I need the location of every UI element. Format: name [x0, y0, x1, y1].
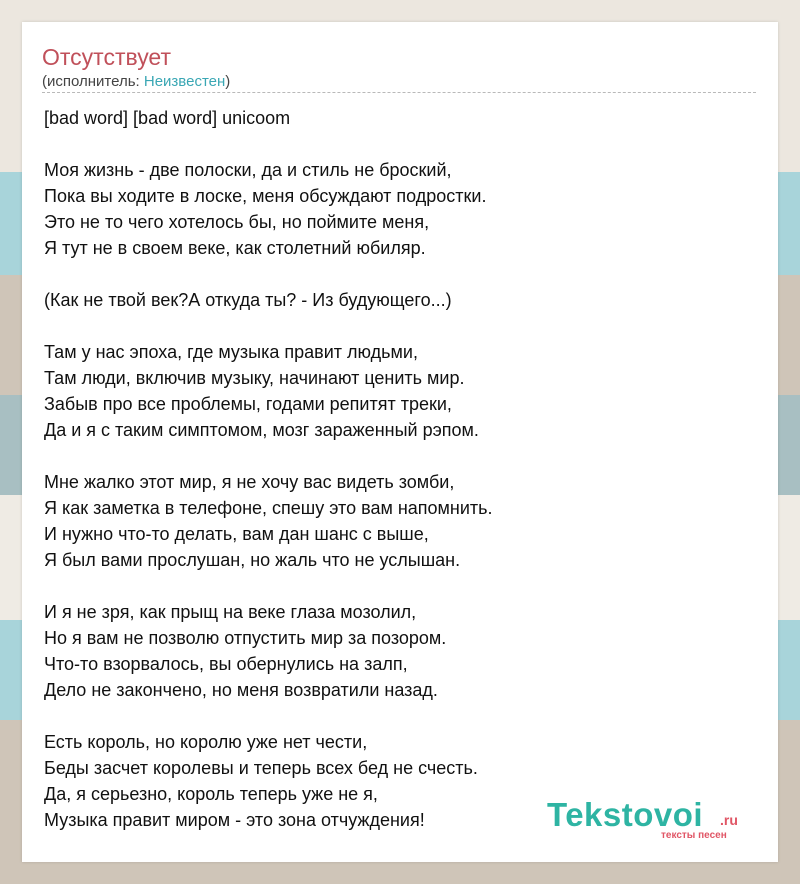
song-title: Отсутствует	[42, 44, 171, 70]
lyric-line: Я тут не в своем веке, как столетний юбиляр.	[44, 238, 426, 258]
logo-tld: .ru	[720, 812, 738, 828]
lyric-line: Я как заметка в телефоне, спешу это вам напомнить.	[44, 498, 493, 518]
lyric-line: Там у нас эпоха, где музыка правит людьми,	[44, 342, 418, 362]
artist-suffix: )	[225, 73, 231, 90]
lyric-line: [bad word] [bad word] unicoom	[44, 108, 291, 128]
lyrics-text	[44, 105, 764, 833]
stanza-gap	[44, 443, 764, 469]
artist-line	[42, 73, 230, 90]
artist-prefix: (исполнитель:	[42, 73, 144, 90]
lyric-line: Пока вы ходите в лоске, меня обсуждают подростки.	[44, 186, 487, 206]
artist-link[interactable]: Неизвестен	[143, 73, 226, 90]
lyric-line: (Как не твой век?А откуда ты? - Из будующего...)	[44, 290, 452, 310]
lyric-line: Но я вам не позволю отпустить мир за позором.	[44, 628, 447, 648]
stanza-gap	[44, 313, 764, 339]
lyric-line: Это не то чего хотелось бы, но поймите меня,	[44, 212, 430, 232]
stanza-gap	[44, 131, 764, 157]
lyric-line: И нужно что-то делать, вам дан шанс с выше,	[44, 524, 429, 544]
stanza-gap	[44, 703, 764, 729]
lyric-line: И я не зря, как прыщ на веке глаза мозолил,	[44, 602, 417, 622]
stanza-gap	[44, 261, 764, 287]
title-divider	[42, 92, 756, 93]
tekstovoi-logo[interactable]	[547, 796, 757, 842]
lyric-line: Да и я с таким симптомом, мозг зараженный рэпом.	[44, 420, 479, 440]
lyric-line: Моя жизнь - две полоски, да и стиль не броский,	[44, 160, 452, 180]
lyric-line: Музыка правит миром - это зона отчуждения!	[44, 810, 425, 830]
lyric-line: Дело не закончено, но меня возвратили назад.	[44, 680, 438, 700]
lyric-line: Есть король, но королю уже нет чести,	[44, 732, 368, 752]
lyric-line: Что-то взорвалось, вы обернулись на залп,	[44, 654, 408, 674]
lyric-line: Забыв про все проблемы, годами репитят треки,	[44, 394, 452, 414]
logo-name: Tekstovoi	[547, 796, 704, 833]
lyric-line: Беды засчет королевы и теперь всех бед не счесть.	[44, 758, 478, 778]
stanza-gap	[44, 573, 764, 599]
lyric-line: Я был вами прослушан, но жаль что не услышан.	[44, 550, 461, 570]
lyrics-card	[22, 22, 778, 862]
lyric-line: Мне жалко этот мир, я не хочу вас видеть зомби,	[44, 472, 455, 492]
logo-subtitle: тексты песен	[661, 830, 727, 841]
lyric-line: Там люди, включив музыку, начинают ценить мир.	[44, 368, 465, 388]
lyric-line: Да, я серьезно, король теперь уже не я,	[44, 784, 378, 804]
